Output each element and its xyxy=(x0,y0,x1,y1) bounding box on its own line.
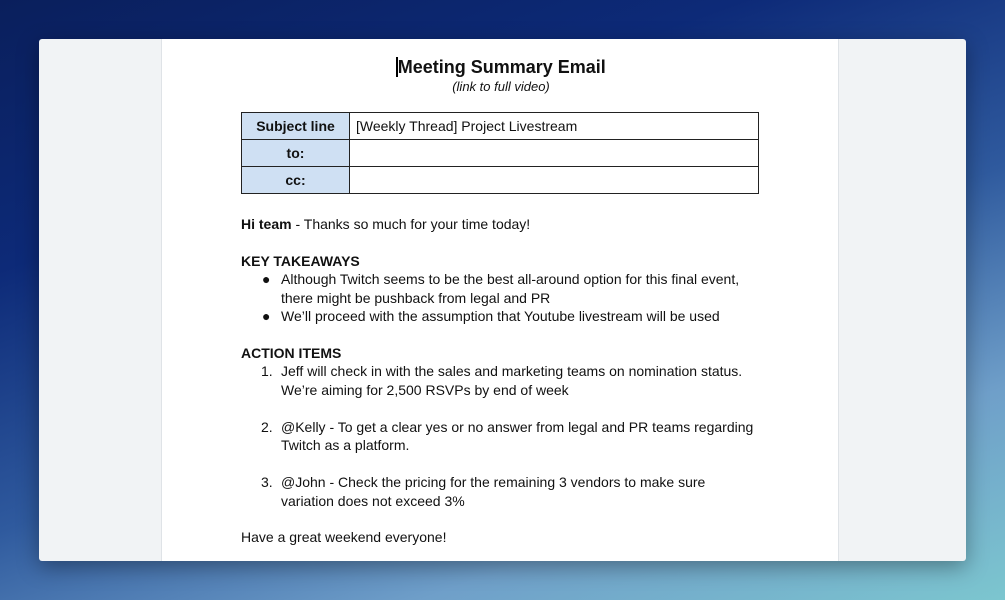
item-number: 3. xyxy=(261,474,273,490)
signoff: Have a great weekend everyone! xyxy=(241,529,447,545)
greeting-bold: Hi team xyxy=(241,216,292,232)
cc-value[interactable] xyxy=(350,167,759,194)
greeting xyxy=(241,215,761,234)
action-text: Jeff will check in with the sales and marketing teams on nomination status. We’re aiming for 2,500 RSVPs by end of week xyxy=(281,363,743,398)
table-row xyxy=(242,167,759,194)
bullet-icon: ● xyxy=(262,271,271,287)
subject-line-value[interactable]: [Weekly Thread] Project Livestream xyxy=(350,113,759,140)
list-item xyxy=(261,362,761,399)
table-row xyxy=(242,113,759,140)
email-meta-table xyxy=(241,112,759,194)
to-value[interactable] xyxy=(350,140,759,167)
key-takeaways-heading: KEY TAKEAWAYS xyxy=(241,252,360,269)
list-item xyxy=(262,307,761,326)
subject-line-label: Subject line xyxy=(242,113,350,140)
action-items-list xyxy=(241,362,761,510)
list-item xyxy=(262,270,761,307)
greeting-rest: - Thanks so much for your time today! xyxy=(291,216,531,232)
takeaway-text: Although Twitch seems to be the best all-around option for this final event, there might be pushback from legal and PR xyxy=(281,271,740,306)
key-takeaways-list xyxy=(241,270,761,326)
cc-label: cc: xyxy=(242,167,350,194)
item-number: 2. xyxy=(261,418,273,435)
action-text: @Kelly - To get a clear yes or no answer from legal and PR teams regarding Twitch as a platform. xyxy=(281,418,754,453)
list-item xyxy=(261,473,761,510)
video-link[interactable]: (link to full video) xyxy=(452,79,550,94)
to-label: to: xyxy=(242,140,350,167)
bullet-icon: ● xyxy=(262,308,271,324)
page-title-text: Meeting Summary Email xyxy=(397,57,606,77)
item-number: 1. xyxy=(261,363,273,379)
document-page[interactable] xyxy=(161,39,839,561)
list-item xyxy=(261,418,761,455)
document-window xyxy=(39,39,966,561)
takeaway-text: We’ll proceed with the assumption that Youtube livestream will be used xyxy=(281,308,720,324)
table-row xyxy=(242,140,759,167)
page-title[interactable] xyxy=(241,56,761,78)
action-items-heading: ACTION ITEMS xyxy=(241,344,342,361)
document-body[interactable] xyxy=(241,39,761,547)
action-text: @John - Check the pricing for the remaining 3 vendors to make sure variation does not exceed 3% xyxy=(281,474,706,509)
